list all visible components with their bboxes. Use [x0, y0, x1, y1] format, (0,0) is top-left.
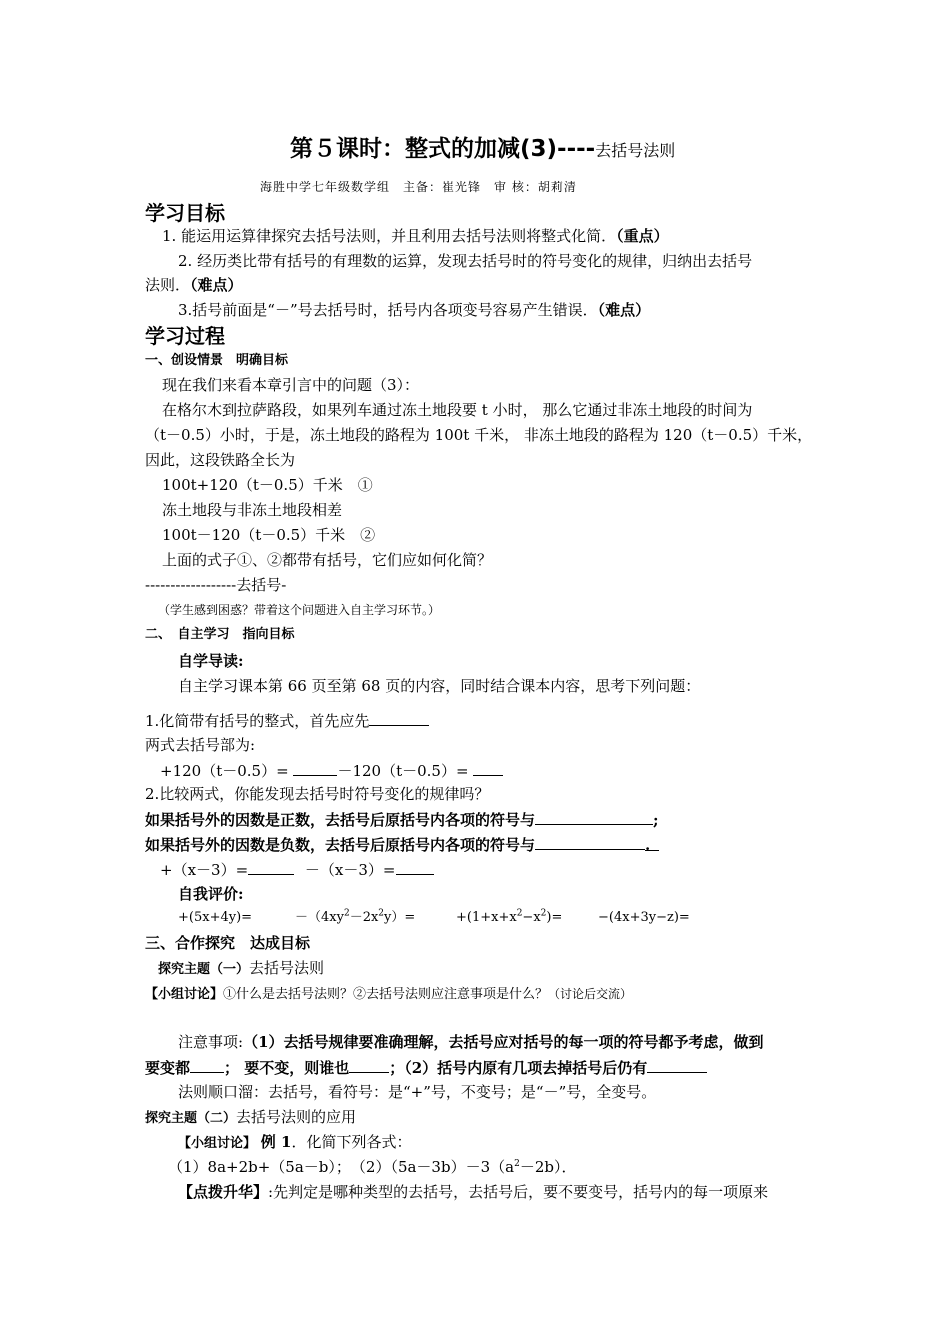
- question-1b: 两式去括号部为:: [145, 736, 256, 754]
- para-1: 现在我们来看本章引言中的问题（3）：: [162, 376, 420, 394]
- goal-2-line1: 2. 经历类比带有括号的有理数的运算，发现去括号时的符号变化的规律，归纳出去括号: [178, 252, 753, 270]
- process-heading: 学习过程: [145, 324, 225, 348]
- discussion-1: 【小组讨论】①什么是去括号法则？②去括号法则应注意事项是什么？（讨论后交流）: [145, 987, 633, 1002]
- page-title: [290, 133, 675, 167]
- question-2: 2.比较两式，你能发现去括号时符号变化的规律吗？: [145, 785, 490, 803]
- self-eval-2: $-(4xy^2-2x^2y)=$: [295, 908, 416, 925]
- title-main: 第５课时：整式的加减(3)----: [290, 136, 596, 162]
- mnemonic: 法则顺口溜：去括号，看符号：是“+”号，不变号；是“－”号，全变号。: [178, 1083, 657, 1101]
- byline: 海胜中学七年级数学组 主备：崔光锋 审 核：胡莉清: [260, 180, 577, 194]
- question-1c: +120（t－0.5）= －120（t－0.5）=: [160, 759, 503, 782]
- note-line-2: 要变都 ； 要不变，则谁也 ；（2）括号内原有几项去掉括号后仍有: [145, 1056, 707, 1079]
- para-8: 上面的式子①、②都带有括号，它们应如何化简？: [162, 551, 493, 569]
- blank-note-b[interactable]: [349, 1056, 389, 1073]
- para-6: 冻土地段与非冻土地段相差: [162, 501, 343, 519]
- blank-q1[interactable]: [369, 709, 429, 726]
- example-1: 【小组讨论】 例 1．化简下列各式：: [178, 1133, 412, 1151]
- para-10: （学生感到困惑？带着这个问题进入自主学习环节。）: [158, 603, 441, 617]
- blank-note-a[interactable]: [190, 1056, 224, 1073]
- topic-1: 探究主题（一）去括号法则: [158, 959, 325, 977]
- blank-ex-b[interactable]: [396, 858, 434, 875]
- part1-heading: 一、创设情景 明确目标: [145, 353, 289, 368]
- rule-negative: 如果括号外的因数是负数，去括号后原括号内各项的符号与 .: [145, 833, 659, 856]
- goal-3: 3.括号前面是“－”号去括号时，括号内各项变号容易产生错误．（难点）: [178, 301, 651, 319]
- blank-rule-positive[interactable]: [535, 808, 653, 825]
- tip: 【点拨升华】:先判定是哪种类型的去括号，去括号后，要不要变号，括号内的每一项原来: [178, 1183, 769, 1201]
- rule-positive: 如果括号外的因数是正数，去括号后原括号内各项的符号与 ;: [145, 808, 659, 831]
- formula-2: 100t－120（t－0.5）千米 ②: [162, 526, 376, 544]
- topic-2: 探究主题（二）去括号法则的应用: [145, 1108, 357, 1126]
- guide-label: 自学导读:: [178, 652, 244, 670]
- goal-1: 1. 能运用运算律探究去括号法则，并且利用去括号法则将整式化简．（重点）: [162, 227, 669, 245]
- self-eval-4: −(4x+3y−z)=: [598, 910, 690, 925]
- formula-1: 100t+120（t－0.5）千米 ①: [162, 476, 373, 494]
- para-4: 因此，这段铁路全长为: [145, 451, 296, 469]
- blank-note-c[interactable]: [647, 1056, 707, 1073]
- part2-heading: 二、 自主学习 指向目标: [145, 627, 295, 642]
- para-2: 在格尔木到拉萨路段，如果列车通过冻土地段要 t 小时， 那么它通过非冻土地段的时间为: [162, 401, 753, 419]
- self-eval-label: 自我评价:: [178, 885, 244, 903]
- question-1: 1.化简带有括号的整式，首先应先: [145, 709, 429, 732]
- guide-text: 自主学习课本第 66 页至第 68 页的内容，同时结合课本内容，思考下列问题：: [178, 677, 701, 695]
- self-eval-3: $+(1+x+x^2-x^2)=$: [456, 908, 563, 925]
- blank-rule-negative[interactable]: [535, 833, 645, 850]
- blank-q1c-b[interactable]: [473, 759, 503, 776]
- example-1-items: （1）8a+2b+（5a－b）； $(2)(5a-3b)-3(a^2-2b)$．: [168, 1158, 577, 1176]
- blank-q1c-a[interactable]: [293, 759, 337, 776]
- goal-2-line2: 法则．（难点）: [145, 276, 243, 294]
- para-3: （t－0.5）小时，于是，冻土地段的路程为 100t 千米， 非冻土地段的路程为 120（t－0.5）千米，: [145, 426, 813, 444]
- note-line-1: 注意事项:（1）去括号规律要准确理解，去括号应对括号的每一项的符号都予考虑，做到: [178, 1033, 764, 1051]
- para-9: ------------------去括号-: [145, 576, 287, 594]
- self-eval-1: +(5x+4y)=: [178, 910, 253, 925]
- part3-heading: 三、合作探究 达成目标: [145, 934, 311, 952]
- title-sub: 去括号法则: [595, 141, 676, 160]
- exercise-a: +（x－3）= －（x－3）=: [160, 858, 434, 881]
- goals-heading: 学习目标: [145, 201, 225, 225]
- blank-ex-a[interactable]: [248, 858, 294, 875]
